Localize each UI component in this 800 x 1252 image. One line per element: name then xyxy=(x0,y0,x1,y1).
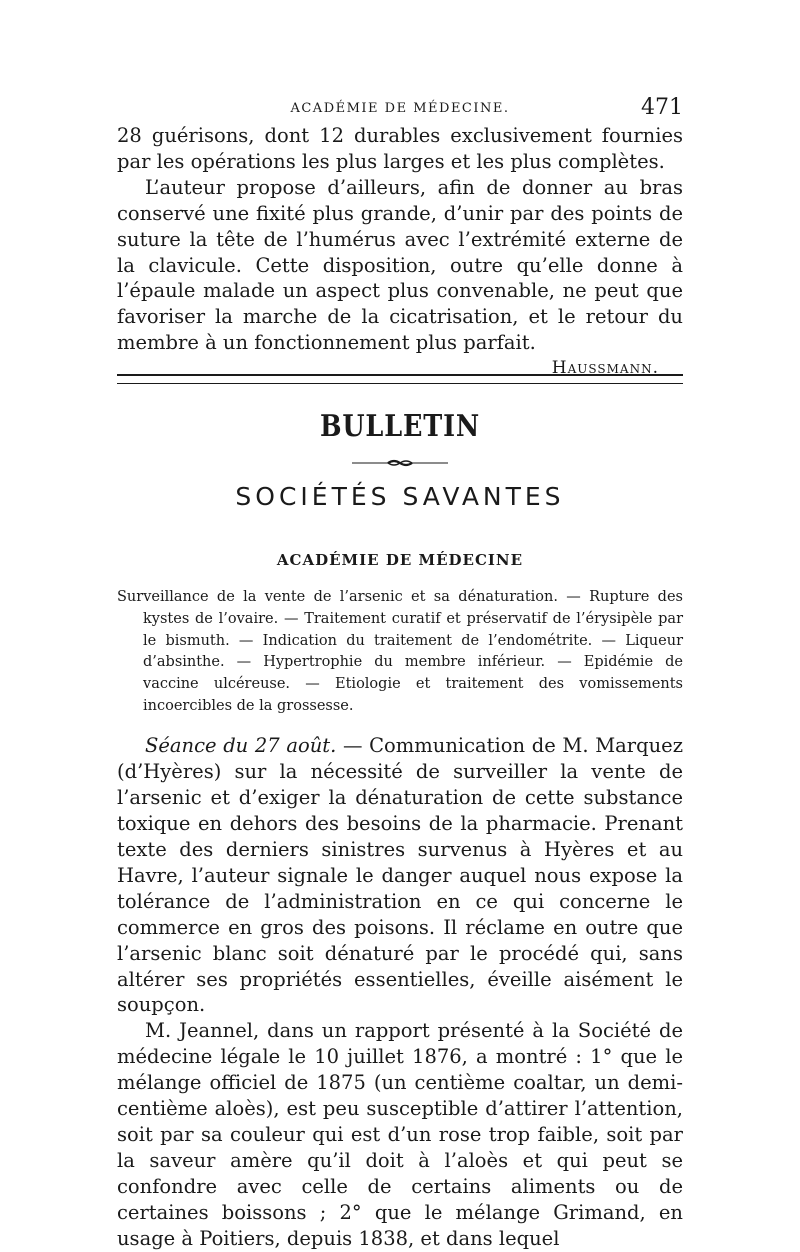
intro-text xyxy=(117,123,683,379)
session-paragraph-1-text: — Communication de M. Marquez (d’Hyères) sur la nécessité de surveiller la vente de l’arsenic et d’exiger la dénaturation de cette substance toxique en dehors des besoins de la pharmacie. Prenant texte des derniers sinistres survenus à Hyères et au Havre, l’auteur signale le danger auquel nous expose la tolérance de l’administration en ce qui concerne le commerce en gros des poisons. Il réclame en outre que l’arsenic blanc soit dénaturé par le procédé qui, sans altérer ses propriétés essentielles, éveille aisément le soupçon. xyxy=(117,734,683,1017)
subsection-title: ACADÉMIE DE MÉDECINE xyxy=(276,551,524,570)
session-paragraph-2: M. Jeannel, dans un rapport présenté à la Société de médecine légale le 10 juillet 1876, a montré : 1° que le mélange officiel de 1875 (un centième coaltar, un demi-centième aloès), est peu susceptible d’attirer l’attention, soit par sa couleur qui est d’un rose trop faible, soit par la saveur amère qu’il doit à l’aloès et qui peut se confondre avec celle de certains aliments ou de certaines boissons ; 2° que le mélange Grimand, en usage à Poitiers, depuis 1838, et dans lequel xyxy=(117,1019,683,1250)
intro-paragraph-2 xyxy=(117,175,683,379)
session-paragraph-1 xyxy=(117,733,683,1018)
running-head xyxy=(117,95,683,123)
session-label: Séance du 27 août. xyxy=(145,734,337,758)
section-title: SOCIÉTÉS SAVANTES xyxy=(235,482,565,512)
ornament-divider xyxy=(352,458,448,468)
main-text xyxy=(117,733,683,1251)
page-number: 471 xyxy=(641,95,683,120)
page xyxy=(117,95,683,1252)
bulletin-title: BULLETIN xyxy=(319,409,481,445)
running-head-title: ACADÉMIE DE MÉDECINE. xyxy=(290,101,510,116)
intro-paragraph-1: 28 guérisons, dont 12 durables exclusivement fournies par les opérations les plus larges et les plus complètes. xyxy=(117,124,683,173)
intro-paragraph-2-text: L’auteur propose d’ailleurs, afin de donner au bras conservé une fixité plus grande, d’unir par des points de suture la tête de l’humérus avec l’extrémité externe de la clavicule. Cette disposition, outre qu’elle donne à l’épaule malade un aspect plus convenable, ne peut que favoriser la marche de la cicatrisation, et le retour du membre à un fonctionnement plus parfait. xyxy=(117,175,683,355)
summary-paragraph: Surveillance de la vente de l’arsenic et sa dénaturation. — Rupture des kystes de l’ovaire. — Traitement curatif et préservatif de l’érysipèle par le bismuth. — Indication du traitement de l’endométrite. — Liqueur d’absinthe. — Hypertrophie du membre inférieur. — Epidémie de vaccine ulcéreuse. — Etiologie et traitement des vomissements incoercibles de la grossesse. xyxy=(117,589,683,714)
author-signature: Haussmann. xyxy=(551,358,659,379)
